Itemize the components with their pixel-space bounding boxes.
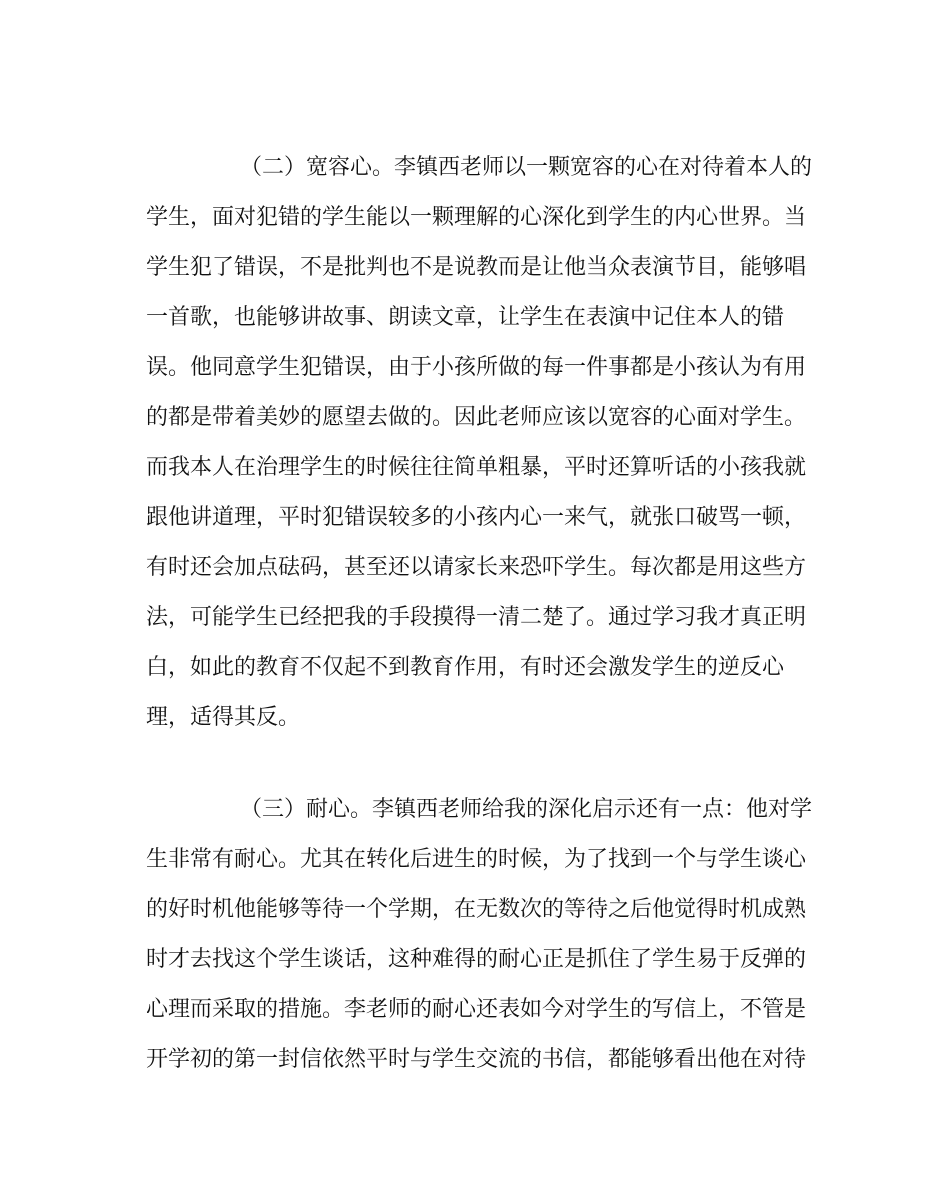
paragraph-2-line-4: 时才去找这个学生谈话，这种难得的耐心正是抓住了学生易于反弹的 [146, 947, 807, 972]
paragraph-1-line-12: 理，适得其反。 [146, 705, 301, 730]
paragraph-1-line-1: （二）宽容心。李镇西老师以一颗宽容的心在对待着本人的 [240, 155, 813, 180]
paragraph-1-line-5: 误。他同意学生犯错误，由于小孩所做的每一件事都是小孩认为有用 [146, 355, 807, 380]
paragraph-1-line-7: 而我本人在治理学生的时候往往简单粗暴，平时还算听话的小孩我就 [146, 455, 807, 480]
paragraph-2-line-5: 心理而采取的措施。李老师的耐心还表如今对学生的写信上，不管是 [146, 997, 807, 1022]
paragraph-1-line-6: 的都是带着美妙的愿望去做的。因此老师应该以宽容的心面对学生。 [146, 405, 807, 430]
paragraph-1-line-3: 学生犯了错误，不是批判也不是说教而是让他当众表演节目，能够唱 [146, 255, 807, 280]
paragraph-1-line-4: 一首歌，也能够讲故事、朗读文章，让学生在表演中记住本人的错 [146, 305, 785, 330]
paragraph-2-line-3: 的好时机他能够等待一个学期，在无数次的等待之后他觉得时机成熟 [146, 897, 807, 922]
paragraph-1-line-11: 白，如此的教育不仅起不到教育作用，有时还会激发学生的逆反心 [146, 655, 785, 680]
paragraph-2-line-6: 开学初的第一封信依然平时与学生交流的书信，都能够看出他在对待 [146, 1047, 807, 1072]
paragraph-1-line-2: 学生，面对犯错的学生能以一颗理解的心深化到学生的内心世界。当 [146, 205, 807, 230]
paragraph-1-line-9: 有时还会加点砝码，甚至还以请家长来恐吓学生。每次都是用这些方 [146, 555, 807, 580]
paragraph-2-line-2: 生非常有耐心。尤其在转化后进生的时候，为了找到一个与学生谈心 [146, 847, 807, 872]
paragraph-1-line-8: 跟他讲道理，平时犯错误较多的小孩内心一来气，就张口破骂一顿， [146, 505, 807, 530]
paragraph-2-line-1: （三）耐心。李镇西老师给我的深化启示还有一点：他对学 [240, 797, 813, 822]
paragraph-1-line-10: 法，可能学生已经把我的手段摸得一清二楚了。通过学习我才真正明 [146, 605, 807, 630]
